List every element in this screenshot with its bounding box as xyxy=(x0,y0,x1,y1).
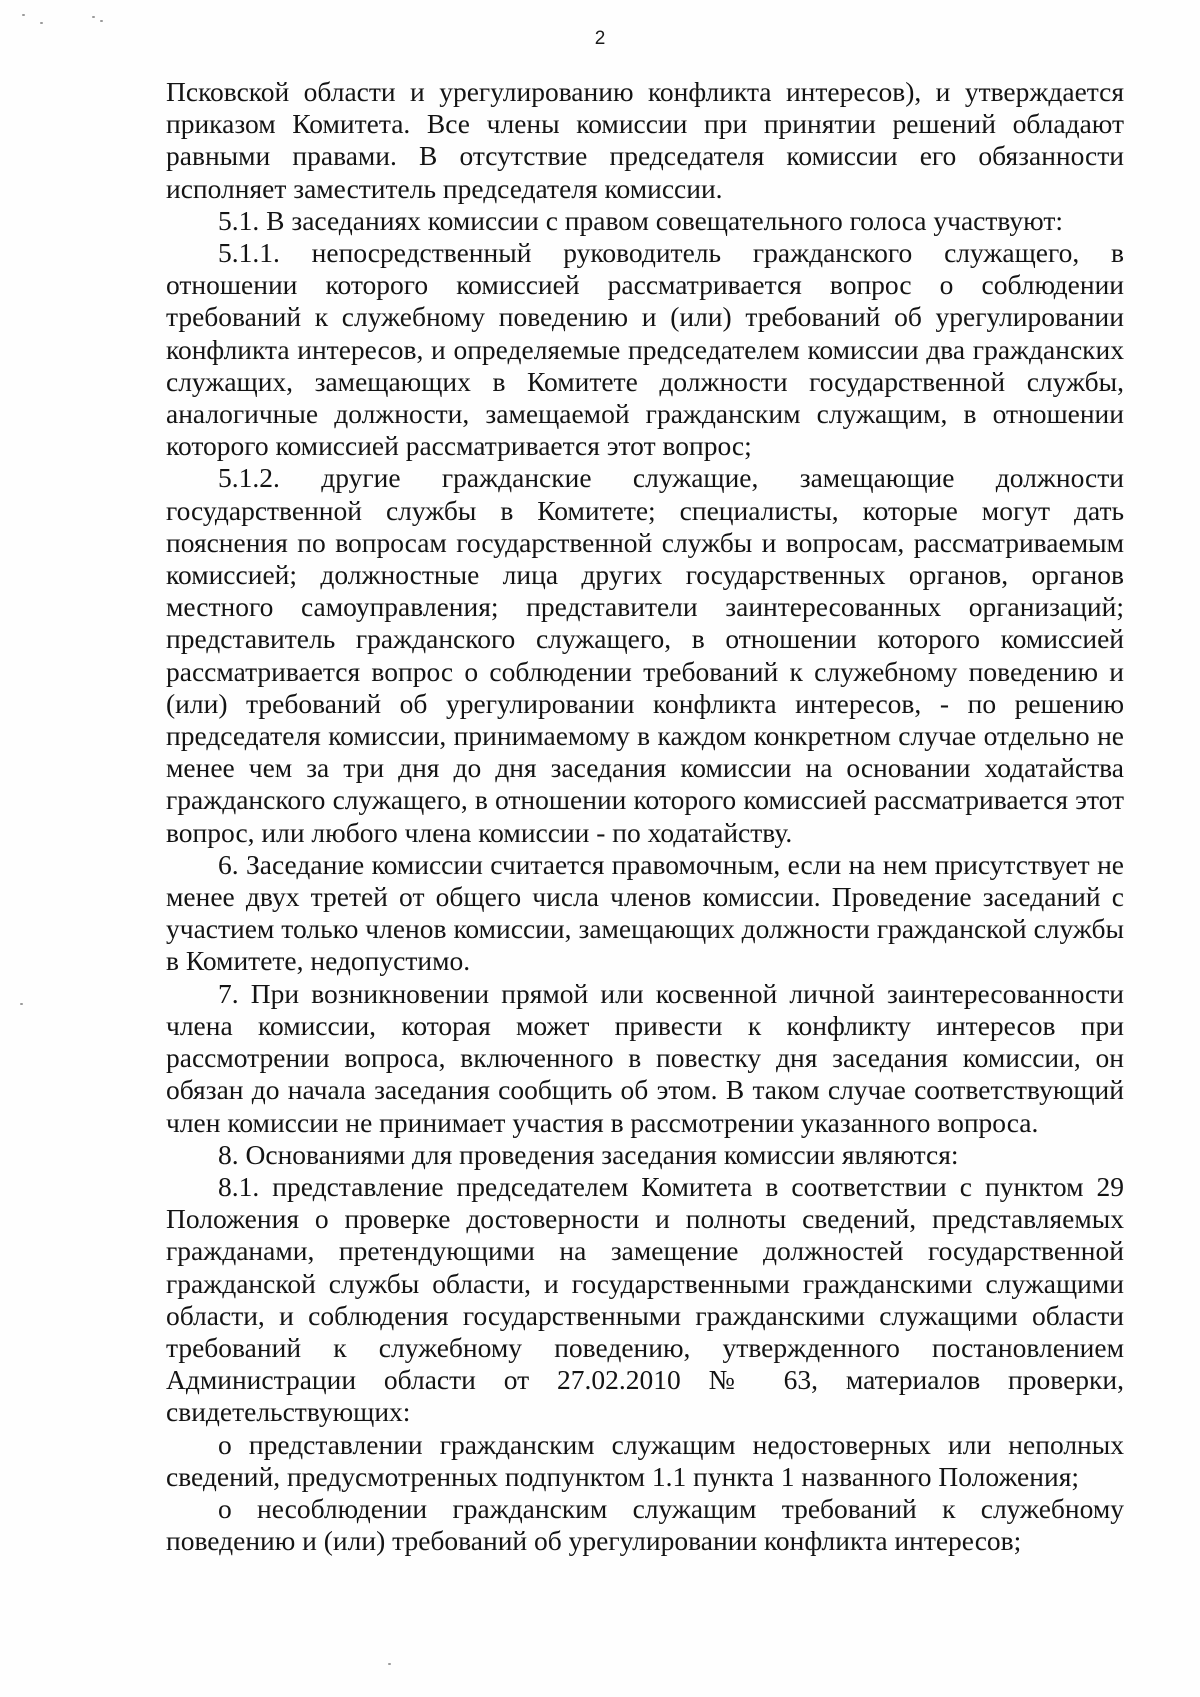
paragraph: Псковской области и урегулированию конфликта интересов), и утверждается приказом Комитета. Все члены комиссии при принятии решений обладают равными правами. В отсутствие председателя комиссии его обязанности исполняет заместитель председателя комиссии. xyxy=(166,76,1124,204)
scan-artifact xyxy=(40,22,43,24)
scan-artifact xyxy=(20,1003,23,1005)
paragraph: 8.1. представление председателем Комитета в соответствии с пунктом 29 Положения о проверке достоверности и полноты сведений, представляемых гражданами, претендующими на замещение должностей государственной гражданской службы области, и государственными гражданскими служащими области, и соблюдения государственными гражданскими служащими области требований к служебному поведению, утвержденного постановлением Администрации области от 27.02.2010 № 63, материалов проверки, свидетельствующих: xyxy=(166,1170,1124,1428)
paragraph: 5.1.2. другие гражданские служащие, замещающие должности государственной службы в Комитете; специалисты, которые могут дать пояснения по вопросам государственной службы и вопросам, рассматриваемым комиссией; должностные лица других государственных органов, органов местного самоуправления; представители заинтересованных организаций; представитель гражданского служащего, в отношении которого комиссией рассматривается вопрос о соблюдении требований к служебному поведению и (или) требований об урегулировании конфликта интересов, - по решению председателя комиссии, принимаемому в каждом конкретном случае отдельно не менее чем за три дня до дня заседания комиссии на основании ходатайства гражданского служащего, в отношении которого комиссией рассматривается этот вопрос, или любого члена комиссии - по ходатайству. xyxy=(166,462,1124,848)
paragraph: о несоблюдении гражданским служащим требований к служебному поведению и (или) требований об урегулировании конфликта интересов; xyxy=(166,1492,1124,1557)
page-number: 2 xyxy=(594,28,606,49)
document-body xyxy=(166,76,1124,1557)
scan-artifact xyxy=(92,16,95,18)
paragraph: 5.1.1. непосредственный руководитель гражданского служащего, в отношении которого комиссией рассматривается вопрос о соблюдении требований к служебному поведению и (или) требований об урегулировании конфликта интересов, и определяемые председателем комиссии два гражданских служащих, замещающих в Комитете должности государственной службы, аналогичные должности, замещаемой гражданским служащим, в отношении которого комиссией рассматривается этот вопрос; xyxy=(166,237,1124,462)
scan-artifact xyxy=(388,1663,391,1665)
paragraph: 6. Заседание комиссии считается правомочным, если на нем присутствует не менее двух третей от общего числа членов комиссии. Проведение заседаний с участием только членов комиссии, замещающих должности гражданской службы в Комитете, недопустимо. xyxy=(166,848,1124,977)
paragraph: о представлении гражданским служащим недостоверных или неполных сведений, предусмотренных подпунктом 1.1 пункта 1 названного Положения; xyxy=(166,1428,1124,1492)
paragraph: 5.1. В заседаниях комиссии с правом совещательного голоса участвуют: xyxy=(218,204,1064,236)
paragraph: 7. При возникновении прямой или косвенной личной заинтересованности члена комиссии, которая может привести к конфликту интересов при рассмотрении вопроса, включенного в повестку дня заседания комиссии, он обязан до начала заседания сообщить об этом. В таком случае соответствующий член комиссии не принимает участия в рассмотрении указанного вопроса. xyxy=(166,977,1124,1138)
scan-artifact xyxy=(100,20,103,22)
paragraph: 8. Основаниями для проведения заседания комиссии являются: xyxy=(218,1138,959,1170)
scan-artifact xyxy=(22,14,25,16)
